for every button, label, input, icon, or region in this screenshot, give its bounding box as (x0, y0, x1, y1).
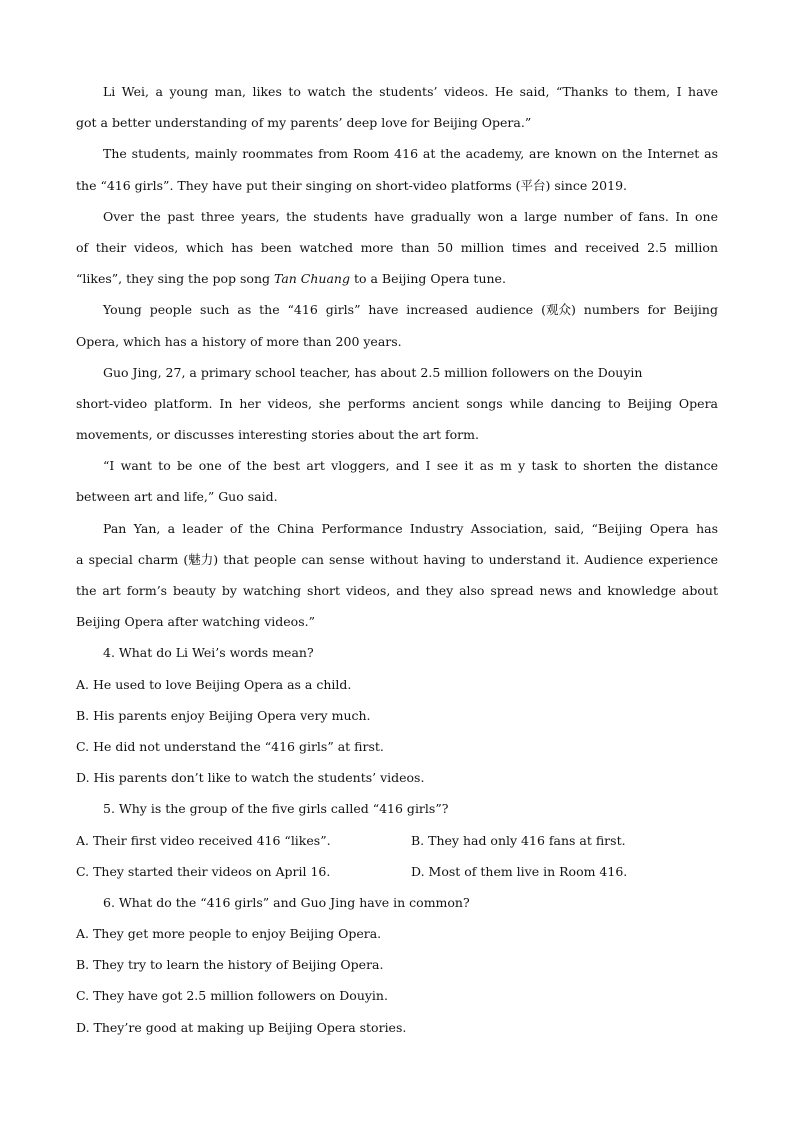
song-title: Tan Chuang (273, 271, 350, 287)
passage-line: Opera, which has a history of more than 200 years. (76, 333, 402, 349)
answer-option: C. He did not understand the “416 girls” at first. (76, 738, 384, 754)
question-stem: 6. What do the “416 girls” and Guo Jing have in common? (103, 894, 470, 910)
passage-line: Guo Jing, 27, a primary school teacher, has about 2.5 million followers on the Douyin (103, 364, 643, 380)
answer-option: A. Their first video received 416 “likes”. (76, 832, 331, 848)
passage-line: between art and life,” Guo said. (76, 489, 278, 505)
question-stem: 5. Why is the group of the five girls called “416 girls”? (103, 801, 449, 817)
answer-option: A. They get more people to enjoy Beijing Opera. (76, 926, 382, 942)
passage (76, 76, 718, 1043)
answer-option: A. He used to love Beijing Opera as a child. (76, 676, 352, 692)
passage-line: Beijing Opera after watching videos.” (76, 614, 315, 630)
answer-option: D. Most of them live in Room 416. (411, 863, 628, 879)
passage-line: “I want to be one of the best art vloggers, and I see it as m y task to shorten the distance (103, 458, 718, 474)
answer-option: B. They had only 416 fans at first. (411, 832, 626, 848)
answer-option: B. They try to learn the history of Beijing Opera. (76, 957, 384, 973)
passage-line: “likes”, they sing the pop song Tan Chuang to a Beijing Opera tune. (76, 271, 506, 287)
answer-option-row (76, 856, 718, 887)
answer-option-row (76, 825, 718, 856)
question-stem: 4. What do Li Wei’s words mean? (103, 645, 314, 661)
passage-line: the “416 girls”. They have put their singing on short-video platforms (平台) since 2019. (76, 177, 628, 193)
passage-line: of their videos, which has been watched more than 50 million times and received 2.5 million (76, 239, 718, 255)
passage-line: a special charm (魅力) that people can sense without having to understand it. Audience experience (76, 551, 718, 567)
passage-line: short-video platform. In her videos, she performs ancient songs while dancing to Beijing Opera (76, 395, 718, 411)
answer-option: B. His parents enjoy Beijing Opera very much. (76, 707, 371, 723)
answer-option: C. They have got 2.5 million followers on Douyin. (76, 988, 388, 1004)
passage-line: movements, or discusses interesting stories about the art form. (76, 427, 479, 443)
answer-option: D. His parents don’t like to watch the students’ videos. (76, 770, 425, 786)
passage-line: Pan Yan, a leader of the China Performance Industry Association, said, “Beijing Opera has (103, 520, 718, 536)
passage-line: Young people such as the “416 girls” have increased audience (观众) numbers for Beijing (103, 302, 718, 318)
answer-option: D. They’re good at making up Beijing Opera stories. (76, 1019, 407, 1035)
passage-line: the art form’s beauty by watching short videos, and they also spread news and knowledge about (76, 583, 718, 598)
passage-line: Over the past three years, the students have gradually won a large number of fans. In one (103, 208, 718, 224)
passage-line: got a better understanding of my parents’ deep love for Beijing Opera.” (76, 115, 532, 131)
passage-line: The students, mainly roommates from Room 416 at the academy, are known on the Internet as (103, 146, 718, 162)
passage-line: Li Wei, a young man, likes to watch the students’ videos. He said, “Thanks to them, I have (103, 84, 718, 99)
answer-option: C. They started their videos on April 16. (76, 863, 331, 879)
